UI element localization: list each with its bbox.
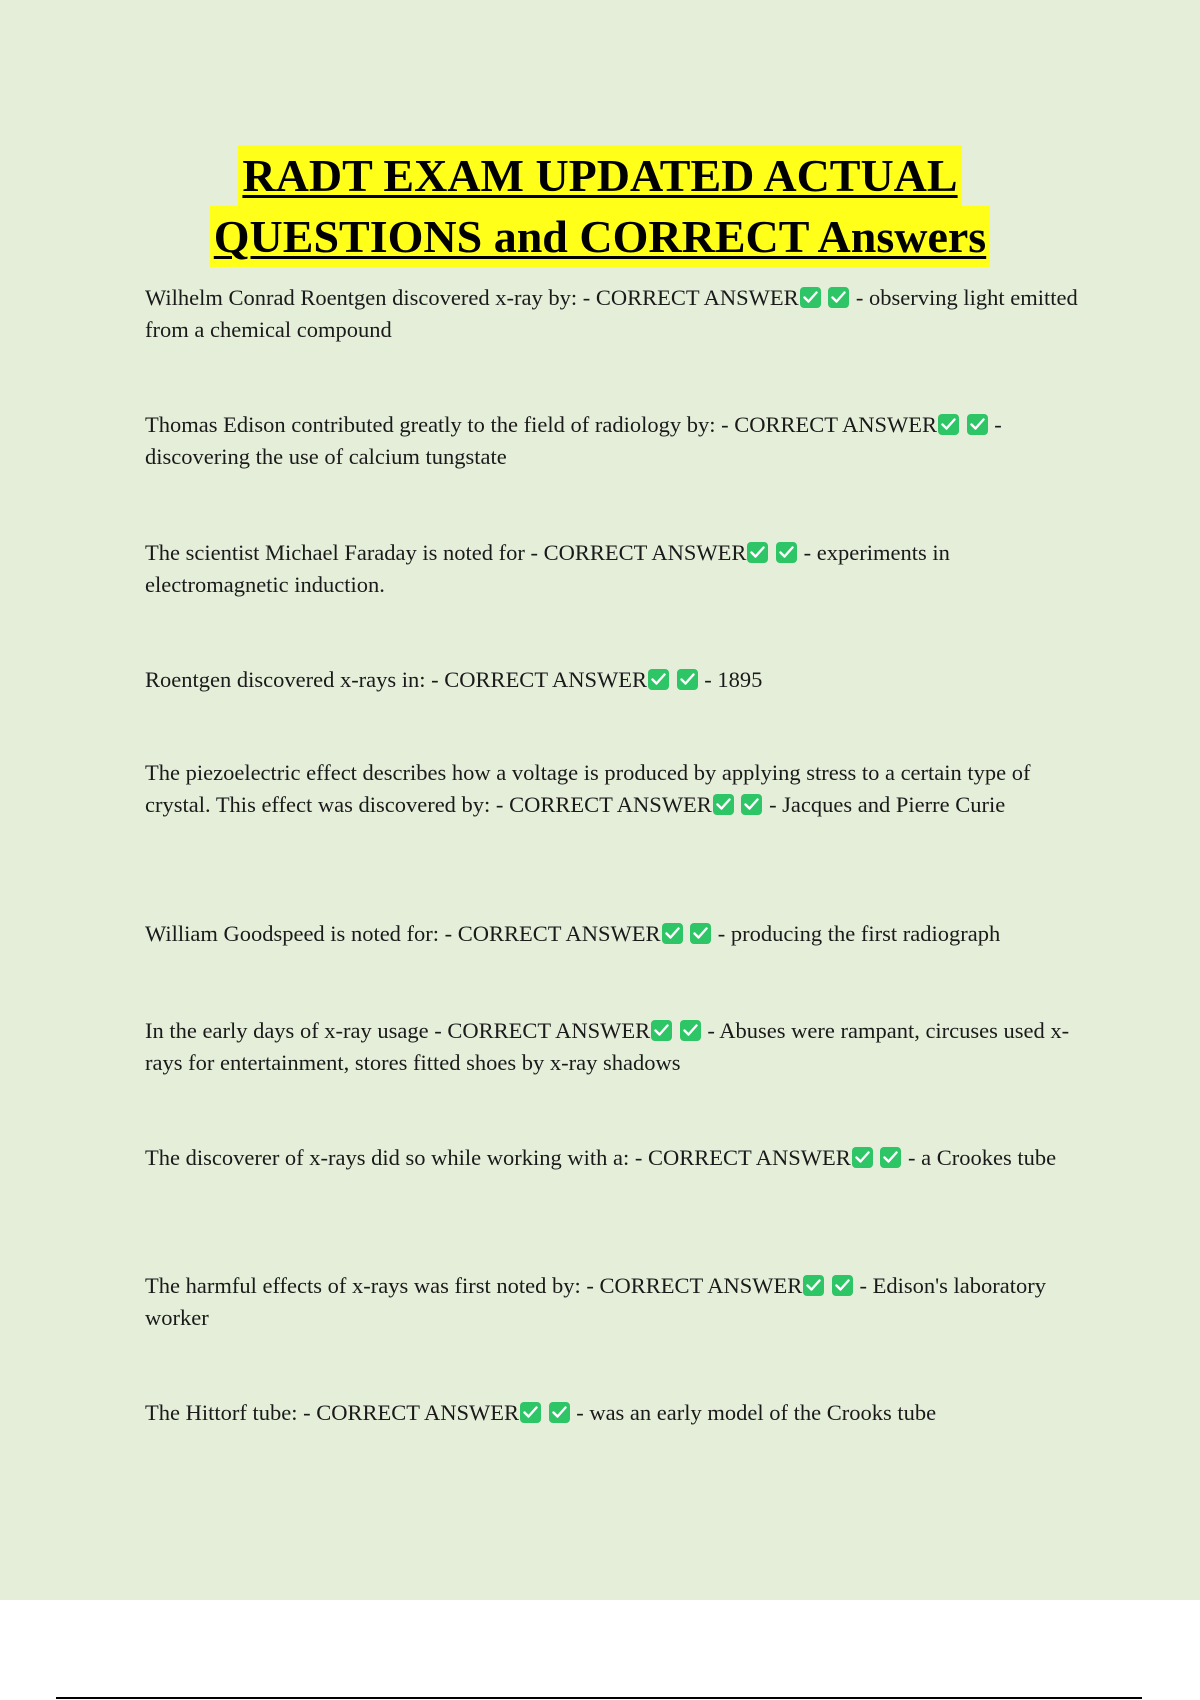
check-mark-button-icon: [651, 1020, 672, 1041]
check-mark-button-icon: [880, 1147, 901, 1168]
qa-item: [145, 409, 1085, 473]
correct-answer-label: CORRECT ANSWER: [457, 921, 661, 946]
qa-item: [145, 918, 1085, 950]
check-mark-button-icon: [549, 1402, 570, 1423]
check-mark-button-icon: [938, 414, 959, 435]
qa-item: [145, 1015, 1085, 1079]
check-mark-button-icon: [520, 1402, 541, 1423]
answer-text: - a Crookes tube: [902, 1145, 1057, 1170]
question-text: The piezoelectric effect describes how a voltage is produced by applying stress to a certain type of crystal. This effect was discovered by: -: [145, 760, 1031, 817]
question-text: The Hittorf tube: -: [145, 1400, 317, 1425]
correct-answer-label: CORRECT ANSWER: [509, 792, 712, 817]
title-line-2: QUESTIONS and CORRECT Answers: [210, 206, 990, 267]
check-mark-button-icon: [747, 542, 768, 563]
check-mark-button-icon: [828, 287, 849, 308]
question-text: The scientist Michael Faraday is noted for -: [145, 540, 544, 565]
correct-answer-label: CORRECT ANSWER: [734, 412, 937, 437]
answer-text: - Edison's laboratory worker: [145, 1273, 1046, 1330]
check-mark-button-icon: [800, 287, 821, 308]
qa-item: [145, 1397, 1085, 1429]
check-mark-button-icon: [776, 542, 797, 563]
check-mark-button-icon: [690, 923, 711, 944]
qa-item: [145, 664, 1085, 696]
check-mark-button-icon: [662, 923, 683, 944]
question-text: In the early days of x-ray usage -: [145, 1018, 448, 1043]
check-mark-button-icon: [677, 669, 698, 690]
check-mark-button-icon: [648, 669, 669, 690]
answer-text: - 1895: [698, 667, 763, 692]
answer-text: - producing the first radiograph: [712, 921, 1001, 946]
question-text: Roentgen discovered x-rays in: -: [145, 667, 445, 692]
answer-text: - was an early model of the Crooks tube: [570, 1400, 937, 1425]
check-mark-button-icon: [680, 1020, 701, 1041]
answer-text: - Jacques and Pierre Curie: [763, 792, 1006, 817]
answer-text: - experiments in electromagnetic induction.: [145, 540, 950, 597]
title-line-1: RADT EXAM UPDATED ACTUAL: [238, 145, 961, 206]
correct-answer-label: CORRECT ANSWER: [595, 285, 799, 310]
qa-item: [145, 1142, 1085, 1174]
qa-item: [145, 1270, 1085, 1334]
correct-answer-label: CORRECT ANSWER: [543, 540, 747, 565]
answer-text: - observing light emitted from a chemical compound: [145, 285, 1078, 342]
correct-answer-label: CORRECT ANSWER: [447, 1018, 651, 1043]
qa-item: [145, 757, 1085, 821]
check-mark-button-icon: [803, 1275, 824, 1296]
question-text: The harmful effects of x-rays was first noted by: -: [145, 1273, 600, 1298]
check-mark-button-icon: [713, 794, 734, 815]
check-mark-button-icon: [832, 1275, 853, 1296]
correct-answer-label: CORRECT ANSWER: [648, 1145, 851, 1170]
question-text: Wilhelm Conrad Roentgen discovered x-ray by: -: [145, 285, 596, 310]
question-text: Thomas Edison contributed greatly to the field of radiology by: -: [145, 412, 735, 437]
page-divider: [56, 1697, 1142, 1699]
check-mark-button-icon: [741, 794, 762, 815]
correct-answer-label: CORRECT ANSWER: [444, 667, 648, 692]
document-title: [0, 145, 1200, 267]
qa-item: [145, 537, 1085, 601]
check-mark-button-icon: [967, 414, 988, 435]
question-text: William Goodspeed is noted for: -: [145, 921, 458, 946]
correct-answer-label: CORRECT ANSWER: [599, 1273, 803, 1298]
question-text: The discoverer of x-rays did so while working with a: -: [145, 1145, 648, 1170]
correct-answer-label: CORRECT ANSWER: [316, 1400, 519, 1425]
answer-text: - discovering the use of calcium tungstate: [145, 412, 1002, 469]
check-mark-button-icon: [852, 1147, 873, 1168]
answer-text: - Abuses were rampant, circuses used x-rays for entertainment, stores fitted shoes by x-ray shadows: [145, 1018, 1070, 1075]
qa-item: [145, 282, 1085, 346]
